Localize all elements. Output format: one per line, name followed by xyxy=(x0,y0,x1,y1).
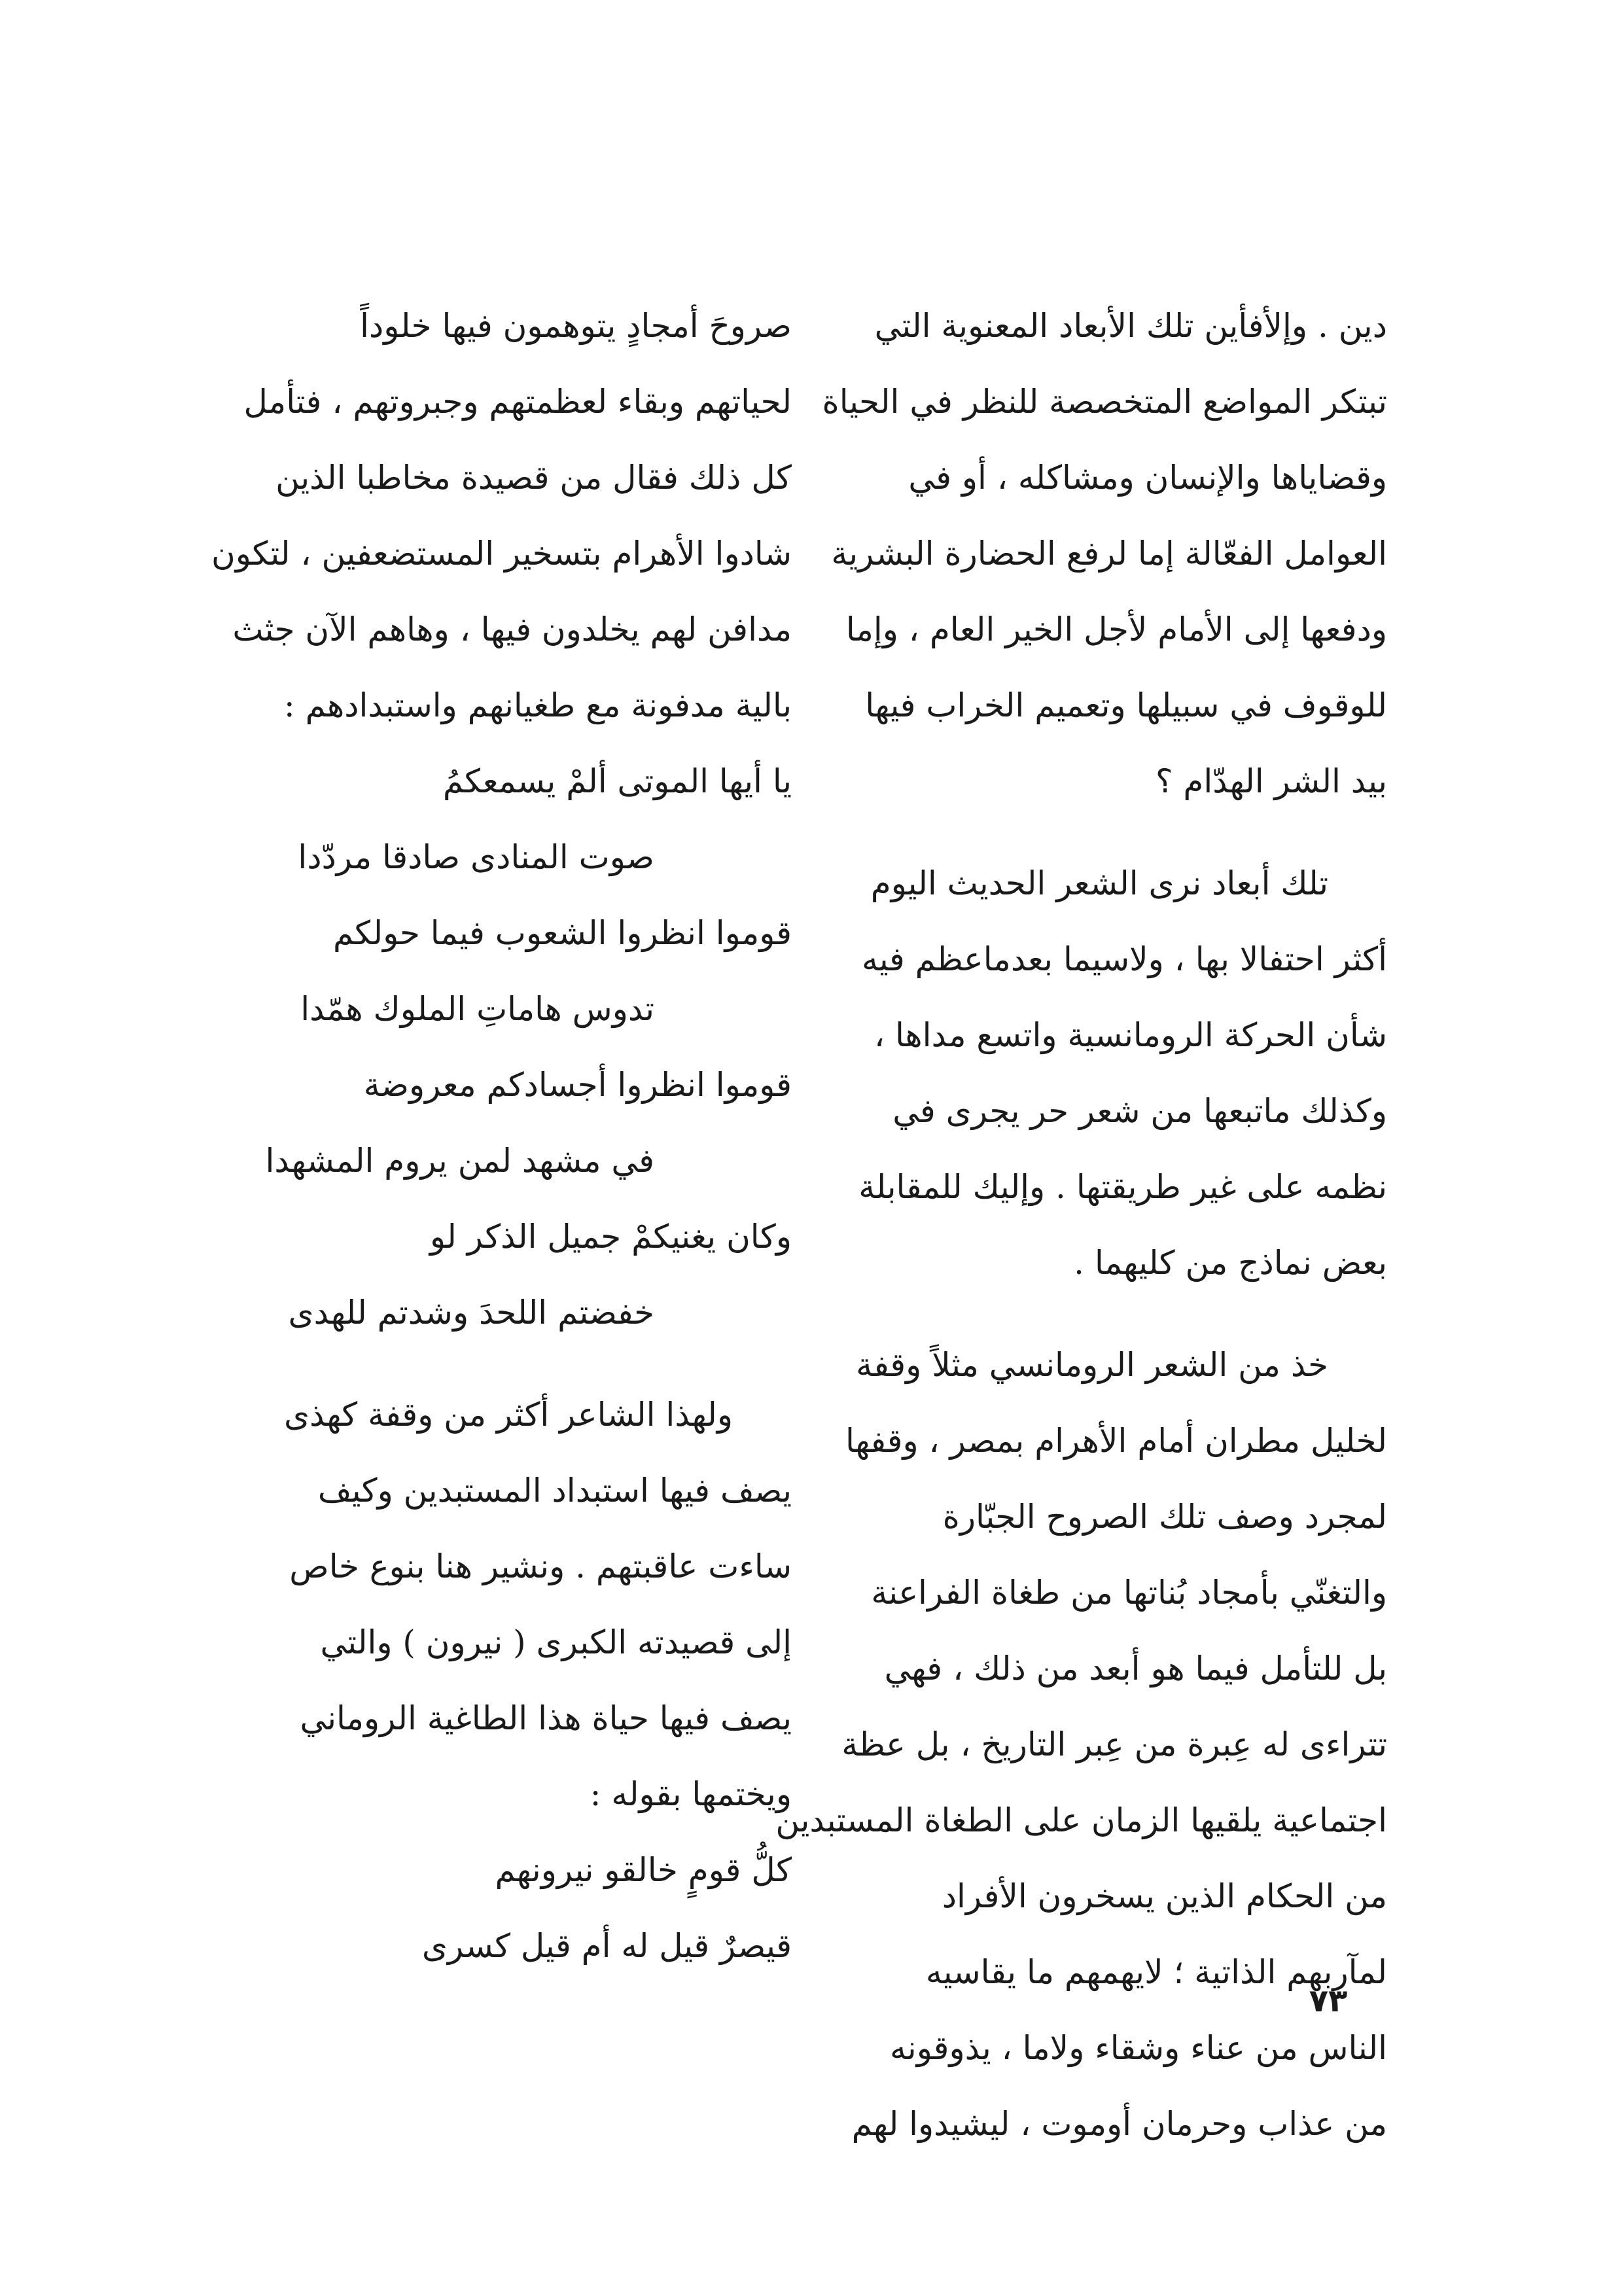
poem-verse: تدوس هاماتِ الملوك همّدا xyxy=(300,990,654,1028)
text-line: خذ من الشعر الرومانسي مثلاً وقفة xyxy=(856,1346,1328,1384)
text-line: كل ذلك فقال من قصيدة مخاطبا الذين xyxy=(275,459,792,497)
poem-verse: وكان يغنيكمْ جميل الذكر لو xyxy=(429,1218,792,1256)
text-line: لخليل مطران أمام الأهرام بمصر ، وقفها xyxy=(845,1422,1387,1460)
text-line: اجتماعية يلقيها الزمان على الطغاة المستبدين xyxy=(775,1801,1387,1839)
paragraph xyxy=(211,288,792,743)
text-line: العوامل الفعّالة إما لرفع الحضارة البشرية xyxy=(831,535,1387,573)
poem-verse: كلُّ قومٍ خالقو نيرونهم xyxy=(495,1851,792,1889)
right-column xyxy=(775,288,1387,2162)
poem-verse: قيصرٌ قيل له أم قيل كسرى xyxy=(421,1927,792,1965)
text-line: تبتكر المواضع المتخصصة للنظر في الحياة xyxy=(822,383,1387,421)
text-line: ويختمها بقوله : xyxy=(590,1775,792,1813)
poem-verse: صوت المنادى صادقا مردّدا xyxy=(298,838,654,876)
text-line: وقضاياها والإنسان ومشاكله ، أو في xyxy=(908,459,1387,497)
text-line: الناس من عناء وشقاء ولاما ، يذوقونه xyxy=(889,2029,1387,2067)
text-line: تتراءى له عِبرة من عِبر التاريخ ، بل عظة xyxy=(841,1725,1387,1763)
text-line: وكذلك ماتبعها من شعر حر يجرى في xyxy=(892,1092,1387,1130)
text-line: بل للتأمل فيما هو أبعد من ذلك ، فهي xyxy=(884,1650,1387,1687)
text-line: تلك أبعاد نرى الشعر الحديث اليوم xyxy=(870,864,1328,902)
poem-verse: خفضتم اللحدَ وشدتم للهدى xyxy=(288,1294,654,1332)
text-line: دين . وإلأفأين تلك الأبعاد المعنوية التي xyxy=(874,307,1387,345)
text-line: يصف فيها حياة هذا الطاغية الروماني xyxy=(300,1699,792,1737)
text-line: لمجرد وصف تلك الصروح الجبّارة xyxy=(942,1498,1387,1536)
paragraph xyxy=(822,288,1387,819)
text-line: يصف فيها استبداد المستبدين وكيف xyxy=(317,1472,792,1510)
text-line: ودفعها إلى الأمام لأجل الخير العام ، وإما xyxy=(845,610,1387,648)
page-number: ٧٣ xyxy=(1309,1983,1348,2019)
text-line: من عذاب وحرمان أوموت ، ليشيدوا لهم xyxy=(851,2105,1387,2143)
text-line: نظمه على غير طريقتها . وإليك للمقابلة xyxy=(858,1168,1387,1206)
text-line: لحياتهم وبقاء لعظمتهم وجبروتهم ، فتأمل xyxy=(243,383,792,421)
poem-verse: قوموا انظروا أجسادكم معروضة xyxy=(363,1066,792,1104)
text-line: شأن الحركة الرومانسية واتسع مداها ، xyxy=(874,1016,1387,1054)
text-line: بعض نماذج من كليهما . xyxy=(1074,1244,1387,1282)
paragraph-gap xyxy=(844,819,1387,845)
poem xyxy=(262,743,792,1351)
text-line: صروحَ أمجادٍ يتوهمون فيها خلوداً xyxy=(360,307,792,345)
text-line: ساءت عاقبتهم . ونشير هنا بنوع خاص xyxy=(289,1547,792,1585)
text-line: بالية مدفونة مع طغيانهم واستبدادهم : xyxy=(283,686,792,724)
text-line: من الحكام الذين يسخرون الأفراد xyxy=(942,1877,1387,1915)
paragraph xyxy=(775,1327,1387,2162)
text-line: والتغنّي بأمجاد بُناتها من طغاة الفراعنة xyxy=(871,1574,1387,1612)
text-line: أكثر احتفالا بها ، ولاسيما بعدماعظم فيه xyxy=(861,940,1387,978)
text-line: إلى قصيدته الكبرى ( نيرون ) والتي xyxy=(320,1623,792,1661)
poem-verse: في مشهد لمن يروم المشهدا xyxy=(265,1142,654,1180)
text-line: لمآربهم الذاتية ؛ لايهمهم ما يقاسيه xyxy=(925,1953,1387,1991)
paragraph xyxy=(844,845,1387,1301)
text-line: بيد الشر الهدّام ؟ xyxy=(1155,762,1387,800)
text-line: شادوا الأهرام بتسخير المستضعفين ، لتكون xyxy=(211,535,792,573)
paragraph xyxy=(262,1377,792,1832)
text-line: ولهذا الشاعر أكثر من وقفة كهذى xyxy=(283,1396,733,1434)
poem xyxy=(262,1832,792,1984)
poem-verse: يا أيها الموتى ألمْ يسمعكمُ xyxy=(442,762,792,800)
paragraph-gap xyxy=(844,1301,1387,1327)
poem-verse: قوموا انظروا الشعوب فيما حولكم xyxy=(332,914,792,952)
text-line: للوقوف في سبيلها وتعميم الخراب فيها xyxy=(865,686,1387,724)
text-line: مدافن لهم يخلدون فيها ، وهاهم الآن جثث xyxy=(232,610,792,648)
paragraph-gap xyxy=(262,1351,792,1377)
left-column xyxy=(211,288,792,1984)
